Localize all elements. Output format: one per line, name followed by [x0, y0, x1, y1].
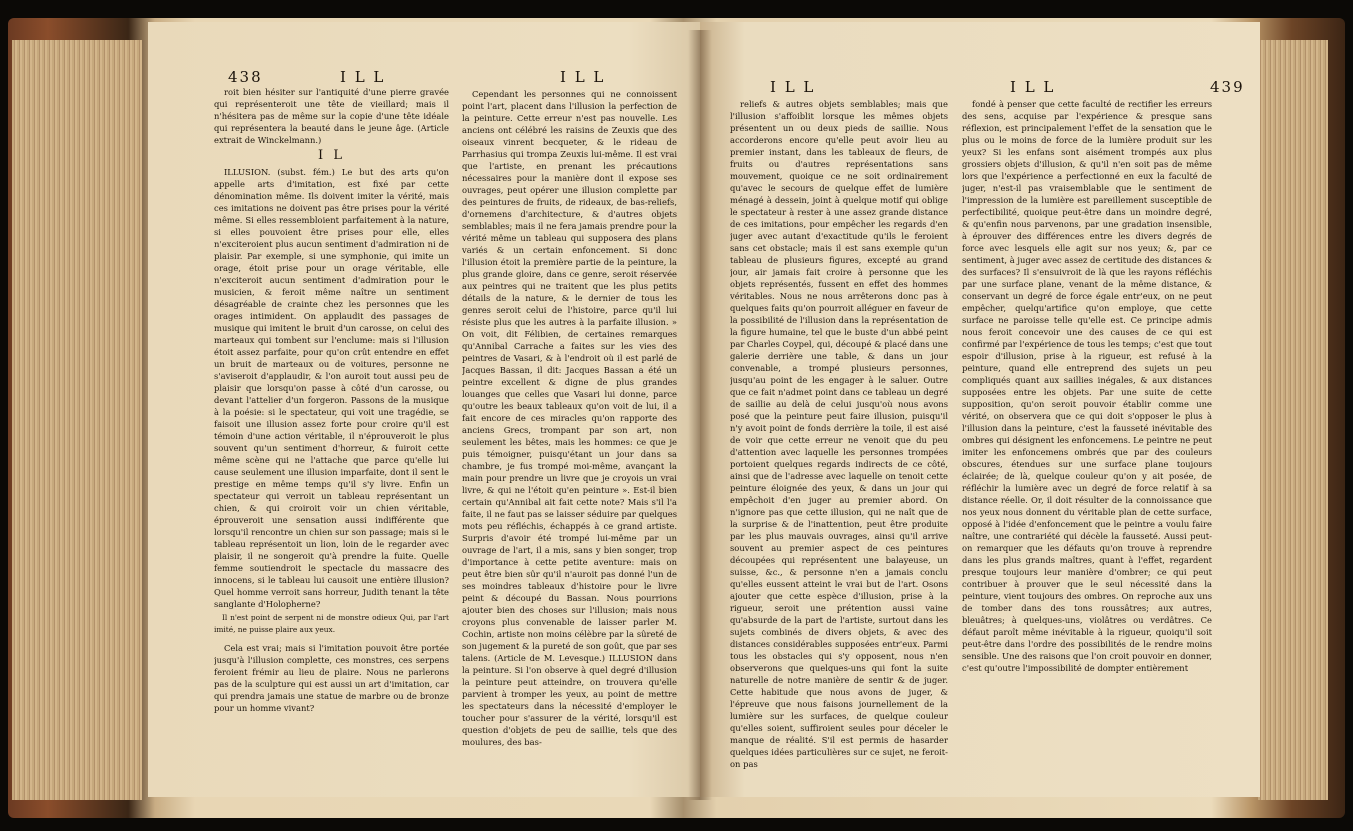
right-page-column-1 [730, 98, 948, 788]
left-page-column-2 [462, 88, 677, 788]
paragraph: fondé à penser que cette faculté de rectifier les erreurs des sens, acquise par l'expérience & presque sans réflexion, est principalement l'effet de la sensation que le plus ou le moins de force de la lumière produit sur les yeux? Si les enfans sont aisément trompés aux plus grossiers objets d'illusion, & qu'il n'en soit pas de même lors que l'expérience a perfectionné en eux la faculté de juger, n'est-il pas vraisemblable que le sentiment de l'impression de la lumière est pareillement susceptible de perfectibilité, quoique peut-être dans un moindre degré, & qu'enfin nous parvenons, par une gradation insensible, à éprouver des différences entre les divers degrés de force avec lesquels elle agit sur nos yeux; &, par ce sentiment, à juger avec assez de certitude des distances & des surfaces? Il s'ensuivroit de là que les rayons réfléchis par une surface plane, venant de la même distance, & conservant un degré de force égale entr'eux, on ne peut empêcher, quelqu'artifice qu'on employe, que cette surface ne paroisse telle qu'elle est. Ce principe admis nous feroit concevoir une des causes de ce qui est confirmé par l'expérience de tous les temps; c'est que tout espoir d'illusion, prise à la rigueur, est refusé à la peinture, quand elle entreprend des sujets un peu compliqués quant aux saillies inégales, & aux distances supposées entre les objets. Par une suite de cette supposition, qu'on seroit pouvoir établir comme une vérité, on observera que ce qui doit s'opposer le plus à l'illusion dans la peinture, c'est la fausseté inévitable des ombres qui désignent les enfoncemens. Le peintre ne peut imiter les enfoncemens ombrés que par des couleurs obscures, étendues sur une surface plane toujours éclairée; de là, quelque couleur qu'on y ait posée, de réfléchir la lumière avec un degré de force relatif à sa distance réelle. Or, il doit résulter de la connoissance que nos yeux nous donnent du véritable plan de cette surface, opposé à l'idée d'enfoncement que le peintre a voulu faire naître, une contrariété qui décèle la fausseté. Aussi peut-on remarquer que les défauts qu'on trouve à reprendre dans les plus grands maîtres, quant à l'effet, regardent presque toujours leur manière d'ombrer; ce qui peut contribuer à prouver que le seul nécessité dans la peinture, vient toujours des ombres. On reproche aux uns de tomber dans des tons roussâtres; aux autres, bleuâtres; à quelques-uns, violâtres ou verdâtres. Ce défaut paroît même inévitable à la rigueur, quoiqu'il soit peut-être dans l'ordre des possibilités de le rendre moins sensible. Une des raisons que l'on croit pouvoir en donner, c'est qu'outre l'impossibilité de dompter entièrement [962, 99, 1212, 673]
verse-quote: Il n'est point de serpent ni de monstre odieux Qui, par l'art imité, ne puisse plaire aux yeux. [214, 613, 449, 634]
left-page-header-left: I L L [340, 68, 386, 86]
paragraph: Cela est vrai; mais si l'imitation pouvoit être portée jusqu'à l'illusion complette, ces monstres, ces serpens feroient frémir au lieu de plaire. Nous ne parlerons pas de la sculpture qui est aussi un art d'imitation, car qui prendra jamais une statue de marbre ou de bronze pour un homme vivant? [214, 643, 449, 713]
book-gutter [688, 30, 712, 800]
right-page-column-2 [962, 98, 1212, 788]
right-page-header-right: I L L [1010, 78, 1056, 96]
section-title: I L [318, 148, 345, 163]
left-page-edges [12, 40, 142, 800]
right-page-header-left: I L L [770, 78, 816, 96]
left-page-column-1 [214, 86, 449, 786]
paragraph: ILLUSION. (subst. fém.) Le but des arts qu'on appelle arts d'imitation, est fixé par cette dénomination même. Ils doivent imiter la vérité, mais ces imitations ne doivent pas être prises pour la vérité même. Si elles ressembloient parfaitement à la nature, si elles pouvoient être prises pour elle, elles n'exciteroient plus aucun sentiment d'admiration ni de plaisir. Par exemple, si une symphonie, qui imite un orage, étoit prise pour un orage véritable, elle n'exciteroit aucun sentiment d'admiration pour le musicien, & feroit même naître un sentiment désagréable de crainte chez les personnes que les orages intimident. On applaudit des passages de musique qui imitent le bruit d'un carosse, on celui des marteaux qui tombent sur l'enclume: mais si l'illusion étoit assez parfaite, pour qu'on crût entendre en effet un bruit de marteaux ou de voitures, personne ne s'aviseroit d'applaudir, & l'on auroit tout aussi peu de plaisir que lorsqu'on passe à côté d'un carosse, ou devant l'attelier d'un forgeron. Passons de la musique à la poésie: si le spectateur, qui voit une tragédie, se faisoit une illusion assez forte pour croire qu'il est témoin d'une action véritable, il n'éprouveroit le plus souvent qu'un sentiment d'horreur, & fuiroit cette même scène qui ne l'attache que parce qu'elle lui cause seulement une illusion imparfaite, dont il sent le prestige en même temps qu'il s'y livre. Enfin un spectateur qui verroit un tableau représentant un chien, & qui croiroit voir un chien véritable, éprouveroit une sensation aussi indifférente que lorsqu'il rencontre un chien sur son passage; mais si le tableau représentoit un lion, loin de le regarder avec plaisir, il ne songeroit qu'à prendre la fuite. Quelle femme soutiendroit le spectacle du massacre des innocens, si le tableau lui causoit une entière illusion? Quel homme verroit sans horreur, Judith tenant la tête sanglante d'Holopherne? [214, 167, 449, 609]
paragraph: reliefs & autres objets semblables; mais que l'illusion s'affoiblit lorsque les mêmes objets présentent un ou deux pieds de saillie. Nous accorderons encore qu'elle peut avoir lieu au premier instant, dans les tableaux de fleurs, de fruits ou d'autres représentations sans mouvement, quoique ce ne soit ordinairement qu'avec le secours de quelque effet de lumière ménagé à dessein, joint à quelque motif qui oblige le spectateur à rester à une assez grande distance de ces imitations, pour empêcher les regards d'en juger avec autant d'exactitude qu'ils le feroient sans cet obstacle; mais il est sans exemple qu'un tableau de plusieurs figures, excepté au grand jour, air jamais fait croire à personne que les objets représentés, fussent en effet des hommes véritables. Nous ne nous arrêterons donc pas à quelques faits qu'on pourroit alléguer en faveur de la possibilité de l'illusion dans la représentation de la figure humaine, tel que le buste d'un abbé peint par Charles Coypel, qui, découpé & placé dans une galerie derrière une table, & dans un jour convenable, a trompé plusieurs personnes, jusqu'au point de les engager à le saluer. Outre que ce fait n'admet point dans ce tableau un degré de saillie au delà de celui jusqu'où nous avons posé que la peinture peut faire illusion, puisqu'il n'y avoit point de fonds derrière la toile, il est aisé de voir que cette erreur ne venoit que du peu d'attention avec laquelle les personnes trompées portoient quelques regards indirects de ce côté, ainsi que de l'adresse avec laquelle on tenoit cette peinture éloignée des yeux, & dans un jour qui empêchoit d'en juger au premier abord. On n'ignore pas que cette illusion, qui ne naît que de la surprise & de l'inattention, peut être produite par les plus mauvais ouvrages, ainsi qu'il arrive souvent au premier aspect de ces peintures découpées qui représentent une balayeuse, un suisse, &c., & personne n'en a jamais conclu qu'elles eussent atteint le vrai but de l'art. Osons ajouter que cette espèce d'illusion, prise à la rigueur, seroit une prétention aussi vaine qu'absurde de la part de l'artiste, surtout dans les sujets combinés de divers objets, & avec des distances considérables supposées entr'eux. Parmi tous les obstacles qui s'y opposent, nous n'en observerons que quelques-uns qui font la suite naturelle de notre manière de sentir & de juger. Cette habitude que nous avons de juger, & l'épreuve que nous faisons journellement de la lumière sur les surfaces, de quelque couleur qu'elles soient, suffiroient seules pour déceler le manque de réalité. S'il est permis de hasarder quelques idées particulières sur ce sujet, ne feroit-on pas [730, 99, 948, 769]
right-page-edges [1258, 40, 1328, 800]
paragraph: roit bien hésiter sur l'antiquité d'une pierre gravée qui représenteroit une tête de vieillard; mais il n'hésitera pas de même sur la copie d'une tête idéale qui représentera la beauté dans le jeune âge. (Article extrait de Winckelmann.) [214, 87, 449, 145]
left-page-number: 438 [228, 68, 263, 86]
left-page-header-right: I L L [560, 68, 606, 86]
right-page-number: 439 [1210, 78, 1245, 96]
paragraph: Cependant les personnes qui ne connoissent point l'art, placent dans l'illusion la perfection de la peinture. Cette erreur n'est pas nouvelle. Les anciens ont célébré les raisins de Zeuxis que des oiseaux vinrent becqueter, & le rideau de Parrhasius qui trompa Zeuxis lui-même. Il est vrai que l'artiste, en prenant les précautions nécessaires pour la manière dont il expose ses ouvrages, peut opérer une illusion complette par des peintures de fruits, de rideaux, de bas-reliefs, d'ornemens d'architecture, & d'autres objets semblables; mais il ne fera jamais prendre pour la vérité même un tableau qui supposera des plans variés & un certain enfoncement. Si donc l'illusion étoit la première partie de la peinture, la plus grande gloire, dans ce genre, seroit réservée aux peintres qui ne traitent que les plus petits détails de la nature, & le dernier de tous les genres seroit celui de l'histoire, parce qu'il lui résiste plus que les autres à la parfaite illusion. » On voit, dit Félibien, de certaines remarques qu'Annibal Carrache a faites sur les vies des peintres de Vasari, & à l'endroit où il est parlé de Jacques Bassan, il dit: Jacques Bassan a été un peintre excellent & digne de plus grandes louanges que celles que Vasari lui donne, parce qu'outre les beaux tableaux qu'on voit de lui, il a fait encore de ces miracles qu'on rapporte des anciens Grecs, trompant par son art, non seulement les bêtes, mais les hommes: ce que je puis témoigner, puisqu'étant un jour dans sa chambre, je fus trompé moi-même, avançant la main pour prendre un livre que je croyois un vrai livre, & qui ne l'étoit qu'en peinture ». Est-il bien certain qu'Annibal ait fait cette note? Mais s'il l'a faite, il ne faut pas se laisser séduire par quelques mots peu réfléchis, échappés à ce grand artiste. Surpris d'avoir été trompé lui-même par un ouvrage de l'art, il a mis, sans y bien songer, trop d'importance à cette petite aventure: mais on peut être bien sûr qu'il n'auroit pas donné l'un de ses moindres tableaux d'histoire pour le livre peint & découpé du Bassan. Nous pourrions ajouter bien des choses sur l'illusion; mais nous croyons plus convenable de laisser parler M. Cochin, artiste non moins célèbre par la sûreté de son jugement & la pureté de son goût, que par ses talens. (Article de M. Levesque.) ILLUSION dans la peinture. Si l'on observe à quel degré d'illusion la peinture peut atteindre, on trouvera qu'elle parvient à tromper les yeux, au point de mettre les spectateurs dans la nécessité d'employer le toucher pour s'assurer de la vérité, lorsqu'il est question d'objets de peu de saillie, tels que des moulures, des bas- [462, 89, 677, 747]
